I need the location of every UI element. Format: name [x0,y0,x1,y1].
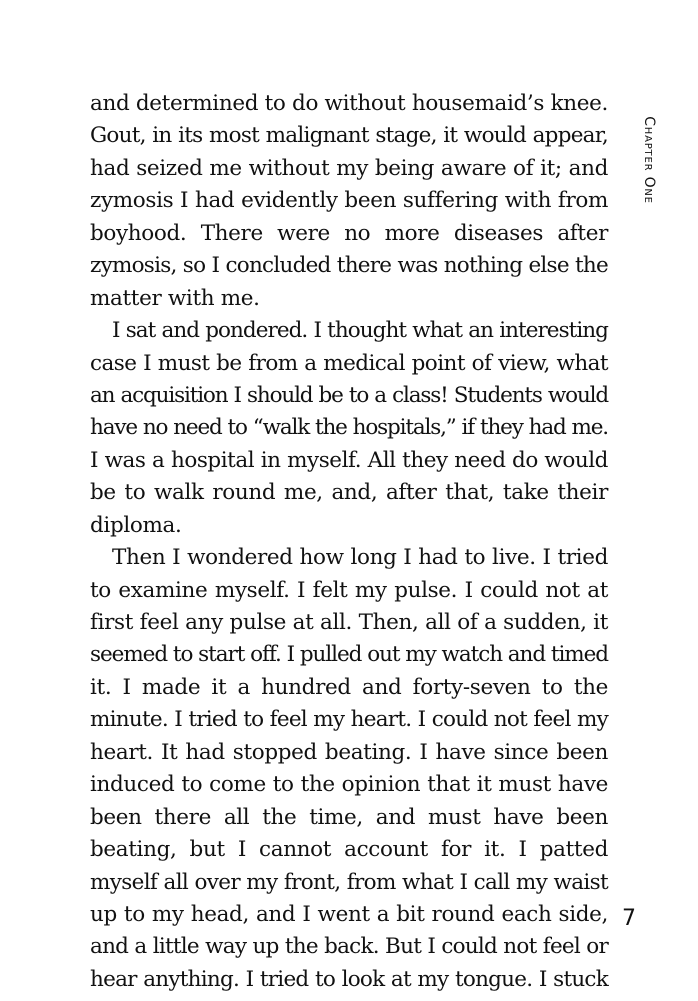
chapter-title: Chapter One [641,116,657,204]
text-line: first feel any pulse at all. Then, all of a sudden, it [90,610,608,635]
text-line: induced to come to the opinion that it must have [90,772,608,798]
text-line: Then I wondered how long I had to live. I tried [112,545,608,571]
text-line: myself all over my front, from what I call my waist [90,869,608,895]
text-line: I sat and pondered. I thought what an interesting [112,318,608,344]
page-number: 7 [622,906,636,931]
text-line: an acquisition I should be to a class! Students would [90,382,608,408]
text-line: be to walk round me, and, after that, take their [90,480,608,506]
text-line: matter with me. [90,285,260,311]
text-line: I was a hospital in myself. All they need do would [90,447,608,473]
body-text [90,88,608,996]
text-line: and determined to do without housemaid’s knee. [90,91,608,116]
running-head [637,110,661,210]
text-line: case I must be from a medical point of view, what [90,350,608,376]
text-line: to examine myself. I felt my pulse. I could not at [90,577,608,603]
text-line: have no need to “walk the hospitals,” if they had me. [90,415,608,441]
text-line: zymosis, so I concluded there was nothing else the [90,253,608,279]
text-line: hear anything. I tried to look at my tongue. I stuck [90,966,608,992]
text-line: diploma. [90,512,182,538]
text-line: beating, but I cannot account for it. I patted [90,837,608,863]
text-line: seemed to start off. I pulled out my watch and timed [90,642,608,668]
text-line: heart. It had stopped beating. I have since been [90,739,608,765]
text-line: been there all the time, and must have been [90,804,608,830]
text-line: and a little way up the back. But I could not feel or [90,934,608,960]
text-line: had seized me without my being aware of it; and [90,155,608,181]
text-line: it. I made it a hundred and forty-seven to the [90,674,608,700]
text-line: zymosis I had evidently been suffering with from [90,188,608,214]
text-line: Gout, in its most malignant stage, it would appear, [90,123,608,149]
text-line: up to my head, and I went a bit round each side, [90,901,608,927]
text-line: minute. I tried to feel my heart. I could not feel my [90,707,608,733]
text-line: boyhood. There were no more diseases after [90,220,608,246]
